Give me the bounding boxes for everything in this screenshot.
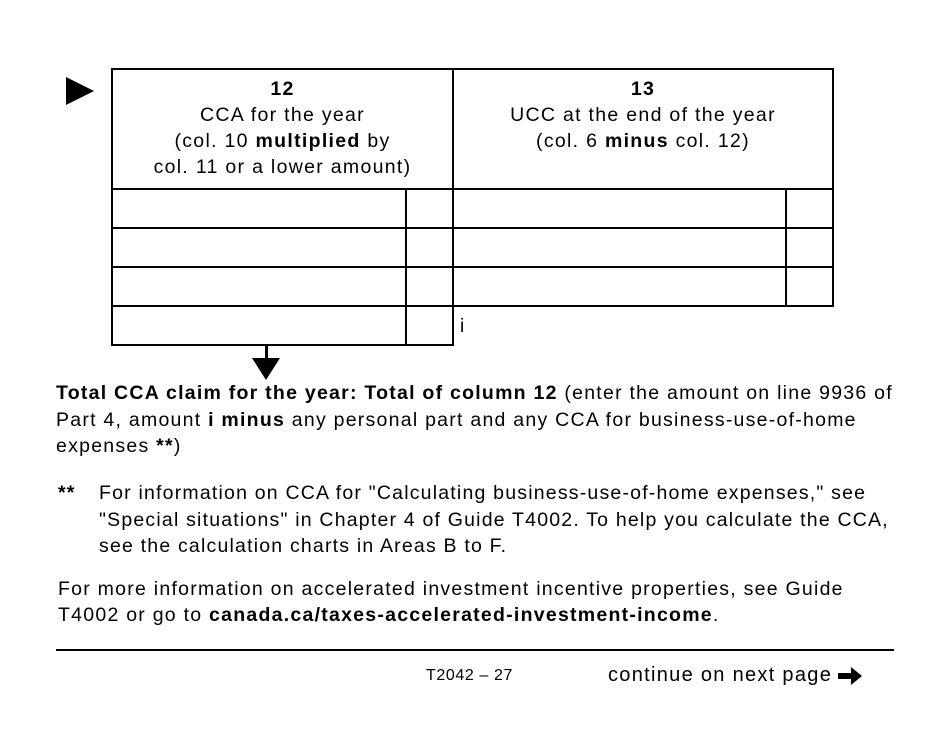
col13-row1-cents[interactable] [787,190,832,227]
col13-row1-dollars[interactable] [454,190,785,227]
col12-row2-dollars[interactable] [113,229,405,266]
col13-row3-dollars[interactable] [454,268,785,305]
column-13-header: 13 UCC at the end of the year (col. 6 minus col. 12) [510,78,776,152]
col12-total-dollars[interactable] [113,307,405,344]
more-info-link[interactable]: canada.ca/taxes-accelerated-investment-income [209,604,713,626]
col12-total-cents[interactable] [407,307,452,344]
total-cca-claim-instruction: Total CCA claim for the year: Total of column 12 (enter the amount on line 9936 of Part 4, amount i minus any personal part and any CCA for business-use-of-home expenses **) [56,382,893,457]
col12-row2-cents[interactable] [407,229,452,266]
more-info-paragraph: For more information on accelerated investment incentive properties, see Guide T4002 or go to canada.ca/taxes-accelerated-investment-income. [58,578,844,626]
column-12-header: 12 CCA for the year (col. 10 multiplied by col. 11 or a lower amount) [153,78,412,178]
page-number: T2042 – 27 [426,667,513,684]
footer-divider [56,649,894,651]
amount-i-marker: i [460,316,465,337]
footnote-marker: ** [58,482,76,504]
col12-row3-cents[interactable] [407,268,452,305]
col12-row1-cents[interactable] [407,190,452,227]
row-pointer-arrow-icon [66,77,94,105]
footnote-text: For information on CCA for "Calculating business-use-of-home expenses," see "Special situations" in Chapter 4 of Guide T4002. To help you calculate the CCA, see the calculation charts in Areas B to F. [99,482,889,557]
footnote [58,480,918,560]
arrow-right-icon [836,665,864,687]
col13-row3-cents[interactable] [787,268,832,305]
col13-row2-cents[interactable] [787,229,832,266]
col12-row1-dollars[interactable] [113,190,405,227]
continue-next-page[interactable]: continue on next page [608,664,864,687]
col13-row2-dollars[interactable] [454,229,785,266]
col12-row3-dollars[interactable] [113,268,405,305]
down-arrow-icon [252,358,280,380]
